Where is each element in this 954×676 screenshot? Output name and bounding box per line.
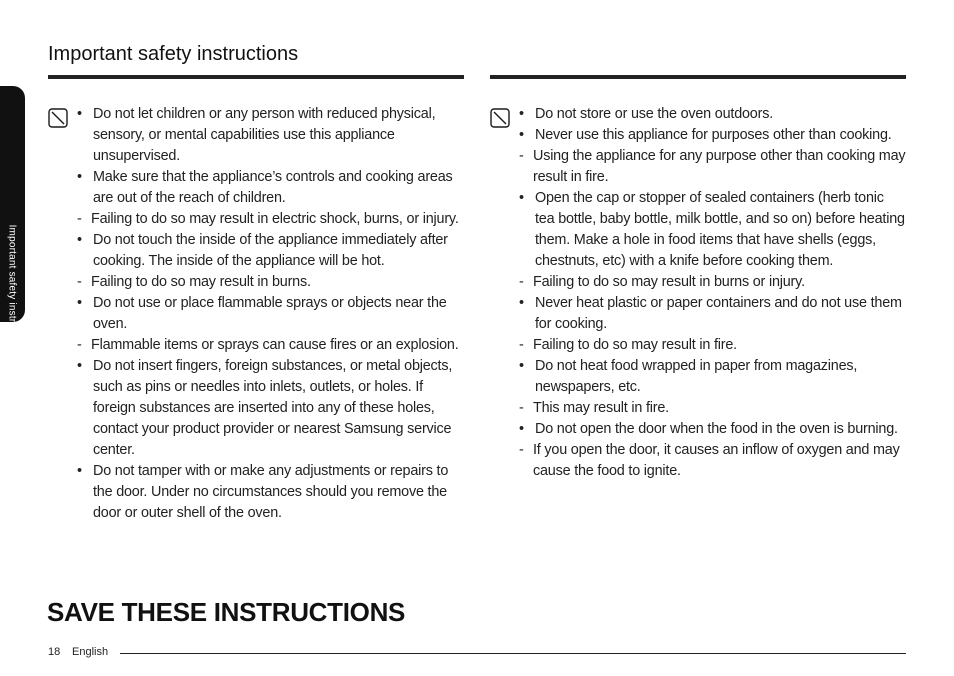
side-section-tab xyxy=(0,86,25,356)
safety-subitem: - Failing to do so may result in fire. xyxy=(519,337,737,353)
safety-subitem: - Flammable items or sprays can cause fires or an explosion. xyxy=(77,337,459,353)
safety-item: • Do not heat food wrapped in paper from magazines, newspapers, etc. xyxy=(519,358,858,395)
safety-item: • Do not let children or any person with reduced physical, sensory, or mental capabilities use this appliance unsupervised. xyxy=(77,106,436,164)
safety-subitem: - Failing to do so may result in electric shock, burns, or injury. xyxy=(77,211,459,227)
caution-prohibited-icon xyxy=(48,108,68,128)
safety-item-text: Do not insert fingers, foreign substances, or metal objects, such as pins or needles into inlets, outlets, or holes. If foreign substances are inserted into any of these holes, contact your product provider or nearest Samsung service center. xyxy=(93,358,453,458)
safety-list xyxy=(76,104,464,524)
safety-subitem-text: Failing to do so may result in burns. xyxy=(91,274,311,290)
safety-subitem-text: If you open the door, it causes an inflow of oxygen and may cause the food to ignite. xyxy=(533,442,900,479)
safety-subitem-text: Failing to do so may result in burns or injury. xyxy=(533,274,805,290)
save-instructions-heading: SAVE THESE INSTRUCTIONS xyxy=(47,597,406,627)
safety-item: • Do not insert fingers, foreign substances, or metal objects, such as pins or needles into inlets, outlets, or holes. If foreign substances are inserted into any of these holes, contact your product provider or nearest Samsung service center. xyxy=(77,358,453,458)
safety-subitem: - This may result in fire. xyxy=(519,400,669,416)
safety-item: • Never use this appliance for purposes other than cooking. xyxy=(519,127,892,143)
safety-item: • Make sure that the appliance’s controls and cooking areas are out of the reach of children. xyxy=(77,169,453,206)
page-number: 18 xyxy=(48,646,61,658)
section-title: Important safety instructions xyxy=(48,43,299,65)
side-tab-label: Important safety instructions xyxy=(6,224,18,356)
safety-subitem: - If you open the door, it causes an inflow of oxygen and may cause the food to ignite. xyxy=(519,442,900,479)
safety-item-text: Never heat plastic or paper containers and do not use them for cooking. xyxy=(535,295,902,332)
footer-divider xyxy=(120,653,906,654)
safety-subitem: - Using the appliance for any purpose other than cooking may result in fire. xyxy=(519,148,906,185)
safety-item-text: Do not use or place flammable sprays or objects near the oven. xyxy=(93,295,447,332)
section-divider-right xyxy=(490,75,906,79)
safety-item-text: Never use this appliance for purposes other than cooking. xyxy=(535,127,892,143)
safety-item: • Do not store or use the oven outdoors. xyxy=(519,106,773,122)
safety-subitem-text: This may result in fire. xyxy=(533,400,669,416)
safety-item-text: Do not touch the inside of the appliance immediately after cooking. The inside of the appliance will be hot. xyxy=(93,232,448,269)
safety-subitem-text: Failing to do so may result in fire. xyxy=(533,337,737,353)
safety-subitem: - Failing to do so may result in burns. xyxy=(77,274,311,290)
footer-language: English xyxy=(72,646,109,658)
safety-subitem-text: Flammable items or sprays can cause fires or an explosion. xyxy=(91,337,459,353)
safety-item-text: Make sure that the appliance’s controls and cooking areas are out of the reach of children. xyxy=(93,169,453,206)
safety-item: • Open the cap or stopper of sealed containers (herb tonic tea bottle, baby bottle, milk bottle, and so on) before heating them. Make a hole in food items that have shells (eggs, chestnuts, etc) with a knife before cooking them. xyxy=(519,190,905,269)
safety-item-text: Do not store or use the oven outdoors. xyxy=(535,106,773,122)
safety-item: • Do not tamper with or make any adjustments or repairs to the door. Under no circumstances should you remove the door or outer shell of the oven. xyxy=(77,463,449,521)
safety-item: • Do not open the door when the food in the oven is burning. xyxy=(519,421,898,437)
safety-item-text: Do not open the door when the food in the oven is burning. xyxy=(535,421,898,437)
section-divider-left xyxy=(48,75,464,79)
safety-item-text: Do not tamper with or make any adjustments or repairs to the door. Under no circumstances should you remove the door or outer shell of the oven. xyxy=(93,463,449,521)
safety-list xyxy=(518,104,906,482)
caution-prohibited-icon xyxy=(490,108,510,128)
safety-item-text: Do not let children or any person with reduced physical, sensory, or mental capabilities use this appliance unsupervised. xyxy=(93,106,436,164)
safety-subitem-text: Using the appliance for any purpose other than cooking may result in fire. xyxy=(533,148,906,185)
safety-item: • Do not touch the inside of the appliance immediately after cooking. The inside of the appliance will be hot. xyxy=(77,232,448,269)
safety-subitem-text: Failing to do so may result in electric shock, burns, or injury. xyxy=(91,211,459,227)
safety-subitem: - Failing to do so may result in burns or injury. xyxy=(519,274,805,290)
safety-item: • Never heat plastic or paper containers and do not use them for cooking. xyxy=(519,295,902,332)
safety-item-text: Open the cap or stopper of sealed containers (herb tonic tea bottle, baby bottle, milk bottle, and so on) before heating them. Make a hole in food items that have shells (eggs, chestnuts, etc) with a knife before cooking them. xyxy=(535,190,905,269)
safety-item: • Do not use or place flammable sprays or objects near the oven. xyxy=(77,295,447,332)
safety-item-text: Do not heat food wrapped in paper from magazines, newspapers, etc. xyxy=(535,358,858,395)
